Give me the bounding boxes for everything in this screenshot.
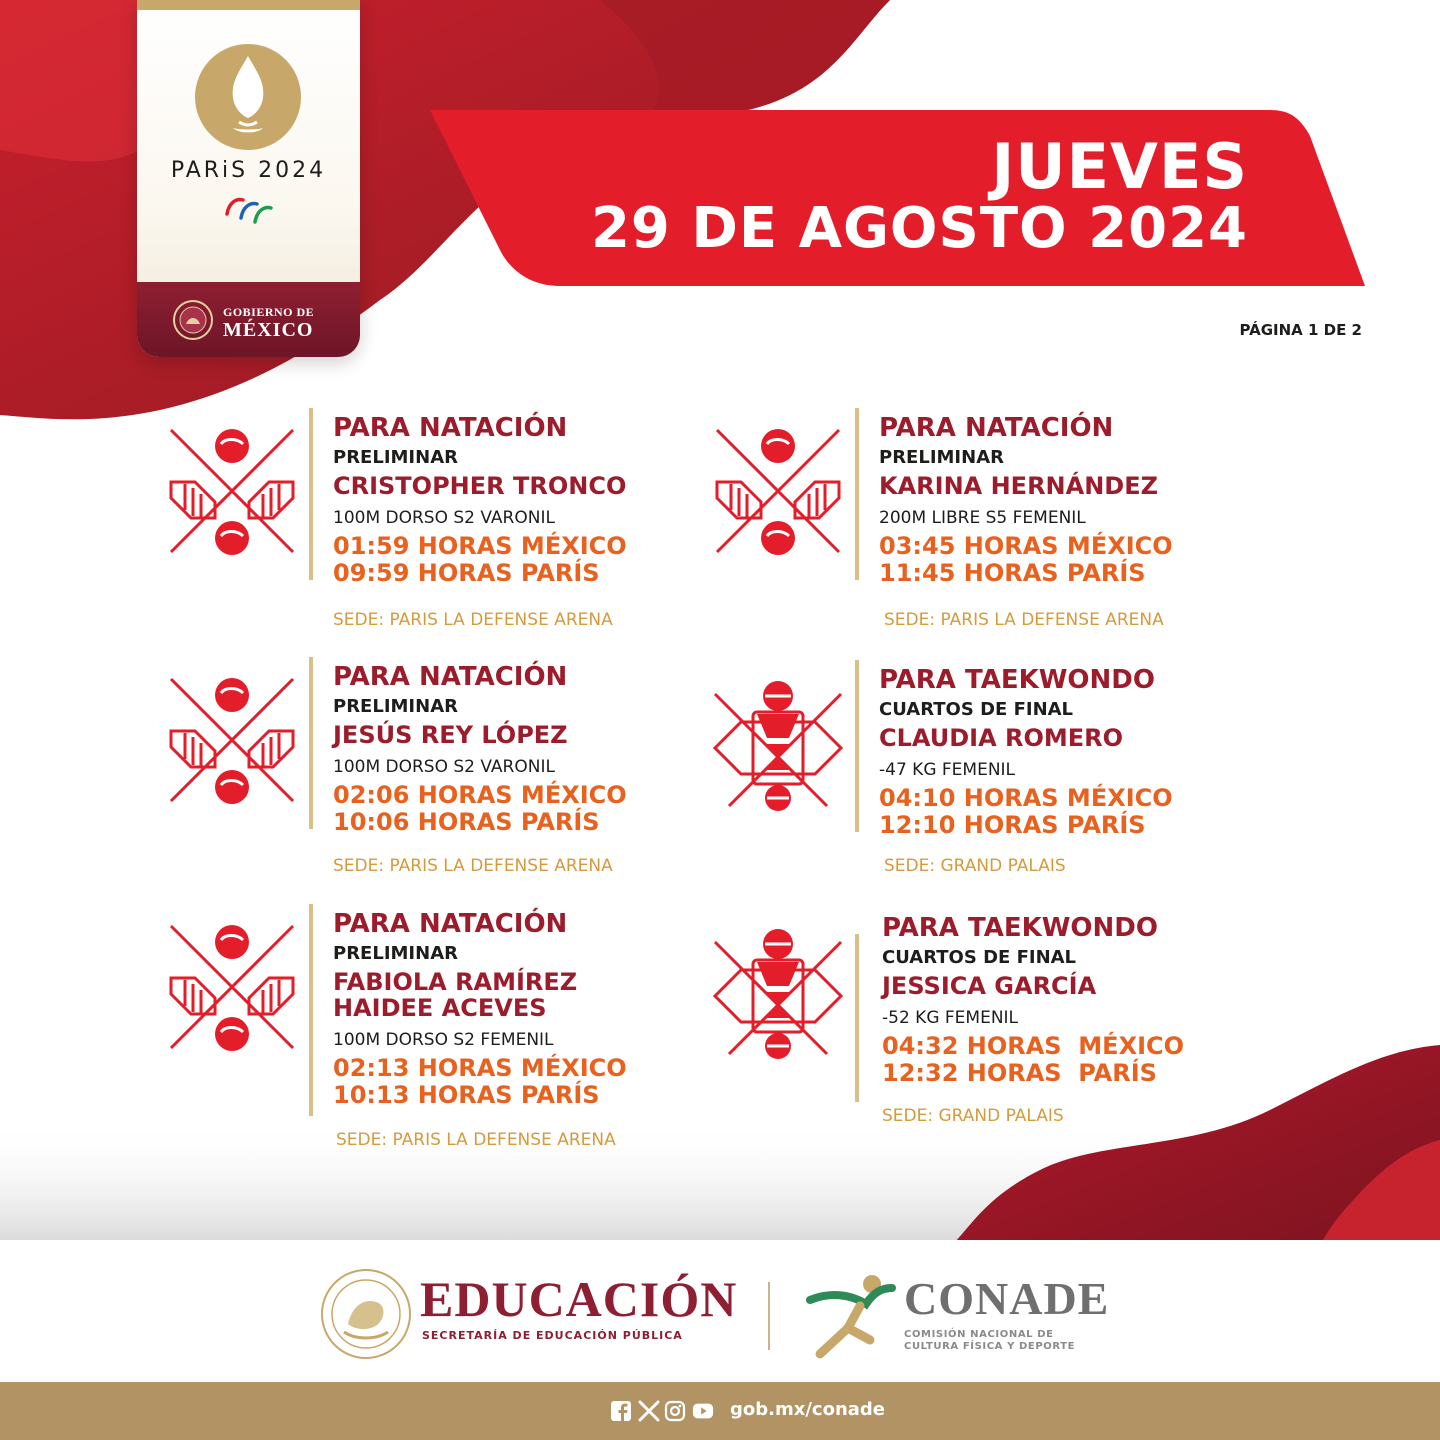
athlete-name: JESÚS REY LÓPEZ [333, 721, 568, 749]
swimming-icon [163, 422, 301, 560]
event-discipline: 100M DORSO S2 VARONIL [333, 508, 555, 528]
day-title: JUEVES [991, 130, 1248, 203]
sport-name: PARA TAEKWONDO [879, 665, 1155, 695]
event-discipline: 100M DORSO S2 VARONIL [333, 757, 555, 777]
event-phase: PRELIMINAR [333, 447, 458, 468]
event-details [879, 412, 1269, 587]
sport-name: PARA NATACIÓN [333, 909, 568, 939]
paris-2024-wordmark: PARiS 2024 [170, 158, 327, 183]
event-discipline: 100M DORSO S2 FEMENIL [333, 1030, 554, 1050]
time-mexico: 04:32 HORAS MÉXICO [882, 1032, 1185, 1060]
event-phase: CUARTOS DE FINAL [879, 699, 1074, 720]
athlete-name: FABIOLA RAMÍREZ [333, 968, 578, 996]
athlete-list [333, 473, 723, 503]
page-indicator: PÁGINA 1 DE 2 [1239, 321, 1362, 339]
gobierno-label: GOBIERNO DE [223, 305, 315, 319]
sport-name: PARA TAEKWONDO [882, 913, 1158, 943]
time-mexico: 02:13 HORAS MÉXICO [333, 1054, 627, 1082]
national-seal-icon [173, 300, 213, 340]
logo-card-gold-band [137, 0, 360, 10]
event-phase: PRELIMINAR [879, 447, 1004, 468]
event-phase: CUARTOS DE FINAL [882, 947, 1077, 968]
sport-name: PARA NATACIÓN [333, 413, 568, 443]
event-venue: SEDE: PARIS LA DEFENSE ARENA [333, 610, 613, 630]
event-card [709, 408, 1269, 638]
event-details [333, 661, 723, 836]
event-details [333, 412, 723, 587]
event-discipline: -52 KG FEMENIL [882, 1008, 1019, 1028]
athlete-name: CLAUDIA ROMERO [879, 724, 1124, 752]
event-discipline: 200M LIBRE S5 FEMENIL [879, 508, 1086, 528]
athlete-name: KARINA HERNÁNDEZ [879, 472, 1159, 500]
conade-subtitle-line2: CULTURA FÍSICA Y DEPORTE [904, 1341, 1076, 1352]
athlete-list [333, 969, 723, 1025]
sport-name: PARA NATACIÓN [333, 662, 568, 692]
time-paris: 12:32 HORAS PARÍS [882, 1059, 1157, 1087]
time-paris: 10:13 HORAS PARÍS [333, 1081, 600, 1109]
athlete-name: JESSICA GARCÍA [882, 972, 1097, 1000]
educacion-title: EDUCACIÓN [420, 1271, 738, 1327]
facebook-icon[interactable] [610, 1400, 632, 1422]
event-card [163, 408, 723, 638]
taekwondo-icon [709, 922, 847, 1060]
event-card [709, 660, 1269, 890]
mexico-label: MÉXICO [223, 319, 314, 341]
event-divider [309, 408, 313, 580]
time-mexico: 02:06 HORAS MÉXICO [333, 781, 627, 809]
time-paris: 11:45 HORAS PARÍS [879, 559, 1146, 587]
conade-title: CONADE [904, 1273, 1110, 1324]
event-details [333, 908, 723, 1109]
event-venue: SEDE: PARIS LA DEFENSE ARENA [333, 856, 613, 876]
event-divider [309, 904, 313, 1116]
event-divider [855, 408, 859, 580]
date-title: 29 DE AGOSTO 2024 [590, 196, 1248, 261]
taekwondo-icon [709, 674, 847, 812]
time-mexico: 01:59 HORAS MÉXICO [333, 532, 627, 560]
paris-2024-logo-card [137, 0, 360, 357]
athlete-list [333, 722, 723, 752]
event-card [709, 908, 1269, 1138]
agitos-icon [221, 192, 277, 228]
event-venue: SEDE: PARIS LA DEFENSE ARENA [884, 610, 1164, 630]
conade-subtitle-line1: COMISIÓN NACIONAL DE [904, 1329, 1054, 1340]
event-venue: SEDE: GRAND PALAIS [884, 856, 1066, 876]
event-venue: SEDE: GRAND PALAIS [882, 1106, 1064, 1126]
event-details [882, 912, 1272, 1087]
x-icon[interactable] [638, 1400, 660, 1422]
event-phase: PRELIMINAR [333, 943, 458, 964]
paralympic-flame-icon [193, 42, 303, 152]
sport-name: PARA NATACIÓN [879, 413, 1114, 443]
event-card [163, 657, 723, 887]
athlete-list [879, 725, 1269, 755]
swimming-icon [163, 671, 301, 809]
time-mexico: 03:45 HORAS MÉXICO [879, 532, 1173, 560]
footer-separator [768, 1282, 770, 1350]
youtube-icon[interactable] [692, 1400, 714, 1422]
educacion-subtitle: SECRETARÍA DE EDUCACIÓN PÚBLICA [422, 1329, 683, 1342]
event-venue: SEDE: PARIS LA DEFENSE ARENA [336, 1130, 616, 1150]
event-divider [309, 657, 313, 829]
time-paris: 10:06 HORAS PARÍS [333, 808, 600, 836]
event-divider [855, 660, 859, 832]
athlete-name: HAIDEE ACEVES [333, 994, 547, 1022]
gobierno-band [137, 282, 360, 357]
time-paris: 12:10 HORAS PARÍS [879, 811, 1146, 839]
event-discipline: -47 KG FEMENIL [879, 760, 1016, 780]
event-divider [855, 934, 859, 1102]
athlete-list [879, 473, 1269, 503]
event-card [163, 904, 723, 1150]
time-paris: 09:59 HORAS PARÍS [333, 559, 600, 587]
athlete-name: CRISTOPHER TRONCO [333, 472, 627, 500]
time-mexico: 04:10 HORAS MÉXICO [879, 784, 1173, 812]
national-seal-icon [320, 1268, 412, 1360]
instagram-icon[interactable] [664, 1400, 686, 1422]
swimming-icon [709, 422, 847, 560]
event-phase: PRELIMINAR [333, 696, 458, 717]
swimming-icon [163, 918, 301, 1056]
footer-social-band [0, 1382, 1440, 1440]
conade-runner-icon [800, 1270, 900, 1360]
website-link[interactable]: gob.mx/conade [730, 1399, 886, 1420]
athlete-list [882, 973, 1272, 1003]
event-details [879, 664, 1269, 839]
